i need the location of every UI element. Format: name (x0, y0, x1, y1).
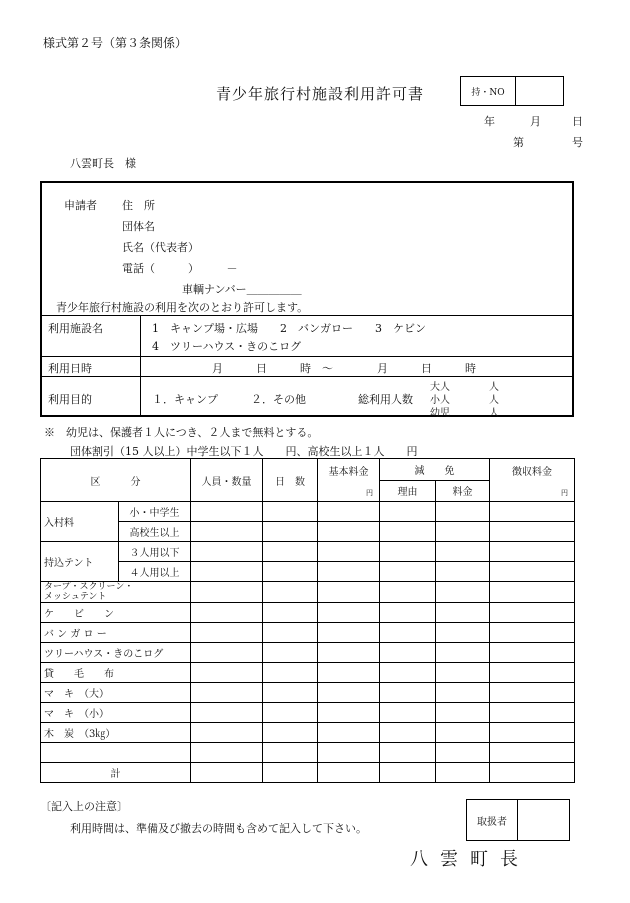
row-treehouse: ツリーハウス・きのこログ (41, 643, 191, 663)
cell[interactable] (436, 683, 490, 703)
header-base-fee (318, 459, 380, 502)
cell[interactable] (380, 763, 436, 783)
cell[interactable] (318, 502, 380, 522)
phone-field[interactable]: 電話（ ） － (122, 262, 238, 275)
cell[interactable] (490, 643, 575, 663)
cell[interactable] (490, 522, 575, 542)
table-row (41, 743, 575, 763)
header-reason: 理由 (380, 480, 436, 502)
row-bungalow: バ ン ガ ロ ー (41, 623, 191, 643)
cell[interactable] (380, 542, 436, 562)
tent-label: 持込テント (41, 542, 119, 582)
header-reduction: 減 免 (380, 459, 490, 481)
date-day: 日 (572, 115, 583, 128)
applicant-label: 申請者 (64, 199, 97, 212)
cell[interactable] (490, 542, 575, 562)
cell[interactable] (263, 502, 318, 522)
cell[interactable] (436, 723, 490, 743)
cell[interactable] (318, 763, 380, 783)
table-row (41, 582, 575, 603)
cell[interactable] (318, 723, 380, 743)
cell[interactable] (191, 683, 263, 703)
cell[interactable] (191, 723, 263, 743)
purpose-options[interactable]: １．キャンプ ２．その他 (152, 393, 306, 406)
cell[interactable] (490, 623, 575, 643)
cell[interactable] (490, 703, 575, 723)
table-row (41, 542, 575, 562)
cell[interactable] (436, 562, 490, 582)
issuer-signature: 八雲町長 (410, 849, 530, 870)
cell[interactable] (380, 743, 436, 763)
infant-note: ※ 幼児は、保護者１人につき、２人まで無料とする。 (44, 426, 319, 439)
cell[interactable] (490, 683, 575, 703)
facility-label: 利用施設名 (48, 322, 103, 335)
total-users-label: 総利用人数 (358, 393, 413, 406)
cell[interactable] (380, 603, 436, 623)
table-row (41, 703, 575, 723)
address-field[interactable]: 住 所 (122, 199, 155, 212)
cell[interactable] (191, 582, 263, 603)
cell[interactable] (263, 763, 318, 783)
fee-table (40, 458, 575, 783)
row-blank[interactable] (41, 743, 191, 763)
cell[interactable] (380, 723, 436, 743)
cell[interactable] (318, 643, 380, 663)
document-title: 青少年旅行村施設利用許可書 (216, 85, 425, 103)
base-fee-label: 基本料金 (328, 467, 369, 478)
table-row (41, 643, 575, 663)
table-row (41, 623, 575, 643)
cell[interactable] (380, 502, 436, 522)
cell[interactable] (436, 703, 490, 723)
table-row (41, 683, 575, 703)
cell[interactable] (263, 522, 318, 542)
cell[interactable] (318, 663, 380, 683)
number-go: 号 (572, 136, 583, 149)
entry-sub-senior: 高校生以上 (119, 522, 191, 542)
table-row (41, 522, 575, 542)
row-tarp: タープ・スクリーン・ メッシュテント (41, 582, 191, 603)
table-row (41, 603, 575, 623)
cell[interactable] (380, 643, 436, 663)
cell[interactable] (380, 683, 436, 703)
header-category: 区 分 (41, 459, 191, 502)
datetime-field[interactable]: 月 日 時 ～ 月 日 時 (212, 362, 476, 375)
notes-title: 〔記入上の注意〕 (40, 800, 128, 813)
cell[interactable] (380, 703, 436, 723)
permit-number-label: 持・NO (461, 77, 516, 105)
date-year: 年 (484, 115, 495, 128)
cell[interactable] (318, 743, 380, 763)
cell[interactable] (191, 623, 263, 643)
cell[interactable] (436, 763, 490, 783)
cell[interactable] (436, 663, 490, 683)
infant-unit: 人 (489, 408, 499, 419)
cell[interactable] (263, 683, 318, 703)
cell[interactable] (380, 623, 436, 643)
cell[interactable] (490, 562, 575, 582)
cell[interactable] (380, 582, 436, 603)
cell[interactable] (318, 522, 380, 542)
row-blanket: 貸 毛 布 (41, 663, 191, 683)
row-charcoal: 木 炭 （3㎏） (41, 723, 191, 743)
row-firewood-large: マ キ （大） (41, 683, 191, 703)
cell[interactable] (436, 743, 490, 763)
entry-fee-label: 入村料 (41, 502, 119, 542)
addressee: 八雲町長 様 (70, 157, 136, 170)
header-days: 日 数 (263, 459, 318, 502)
cell[interactable] (191, 562, 263, 582)
cell[interactable] (191, 663, 263, 683)
child-label: 小人 (430, 395, 450, 406)
cell[interactable] (490, 763, 575, 783)
cell[interactable] (191, 643, 263, 663)
cell[interactable] (380, 663, 436, 683)
cell[interactable] (380, 562, 436, 582)
cell[interactable] (318, 582, 380, 603)
table-row (41, 663, 575, 683)
cell[interactable] (263, 603, 318, 623)
notes-text: 利用時間は、準備及び撤去の時間も含めて記入して下さい。 (70, 822, 367, 835)
cell[interactable] (191, 603, 263, 623)
yen-unit: 円 (366, 489, 373, 497)
cell[interactable] (436, 542, 490, 562)
vehicle-number-field[interactable]: 車輌ナンバー＿＿＿＿＿ (182, 283, 302, 296)
row-total: 計 (41, 763, 191, 783)
cell[interactable] (263, 562, 318, 582)
cell[interactable] (490, 743, 575, 763)
date-month: 月 (530, 115, 541, 128)
header-fee: 料金 (436, 480, 490, 502)
cell[interactable] (490, 663, 575, 683)
divider (140, 315, 141, 417)
cell[interactable] (436, 643, 490, 663)
cell[interactable] (263, 723, 318, 743)
cell[interactable] (318, 542, 380, 562)
collected-fee-label: 徴収料金 (512, 467, 552, 478)
table-row (41, 562, 575, 582)
cell[interactable] (490, 723, 575, 743)
cell[interactable] (318, 623, 380, 643)
table-row (41, 763, 575, 783)
divider (42, 315, 572, 316)
cell[interactable] (318, 683, 380, 703)
applicant-box (40, 181, 574, 417)
infant-label: 幼児 (430, 408, 450, 419)
header-people-qty: 人員・数量 (191, 459, 263, 502)
cell[interactable] (263, 703, 318, 723)
row-cabin: ケ ビ ン (41, 603, 191, 623)
cell[interactable] (490, 582, 575, 603)
cell[interactable] (380, 522, 436, 542)
cell[interactable] (263, 743, 318, 763)
cell[interactable] (191, 763, 263, 783)
cell[interactable] (191, 542, 263, 562)
facility-options-1[interactable]: 1 キャンプ場・広場 2 バンガロー 3 ケビン (152, 322, 426, 335)
header-collected-fee (490, 459, 575, 502)
adult-unit: 人 (489, 382, 499, 393)
table-row (41, 502, 575, 522)
cell[interactable] (490, 603, 575, 623)
adult-label: 大人 (430, 382, 450, 393)
cell[interactable] (191, 743, 263, 763)
handler-label: 取扱者 (467, 800, 518, 840)
cell[interactable] (191, 502, 263, 522)
table-row (41, 723, 575, 743)
cell[interactable] (318, 603, 380, 623)
cell[interactable] (490, 502, 575, 522)
child-unit: 人 (489, 395, 499, 406)
cell[interactable] (191, 703, 263, 723)
yen-unit: 円 (561, 489, 568, 497)
tent-sub-small: ３人用以下 (119, 542, 191, 562)
number-dai: 第 (513, 136, 524, 149)
handler-box (466, 799, 570, 841)
divider (42, 376, 572, 377)
cell[interactable] (436, 502, 490, 522)
entry-sub-junior: 小・中学生 (119, 502, 191, 522)
cell[interactable] (263, 542, 318, 562)
cell[interactable] (263, 663, 318, 683)
cell[interactable] (436, 603, 490, 623)
cell[interactable] (191, 522, 263, 542)
cell[interactable] (263, 582, 318, 603)
cell[interactable] (263, 623, 318, 643)
permit-number-field[interactable] (516, 77, 563, 105)
handler-field[interactable] (518, 800, 569, 840)
organization-field[interactable]: 団体名 (122, 220, 155, 233)
cell[interactable] (436, 623, 490, 643)
tent-sub-large: ４人用以上 (119, 562, 191, 582)
group-discount-note: 団体割引（15 人以上）中学生以下１人 円、高校生以上１人 円 (70, 445, 418, 458)
cell[interactable] (263, 643, 318, 663)
cell[interactable] (318, 703, 380, 723)
facility-options-2[interactable]: 4 ツリーハウス・きのこログ (152, 340, 302, 353)
divider (42, 356, 572, 357)
datetime-label: 利用日時 (48, 362, 92, 375)
form-number: 様式第２号（第３条関係） (43, 36, 188, 50)
permit-statement: 青少年旅行村施設の利用を次のとおり許可します。 (56, 301, 309, 314)
permit-number-box (460, 76, 564, 106)
name-field[interactable]: 氏名（代表者） (122, 241, 199, 254)
purpose-label: 利用目的 (48, 393, 92, 406)
row-firewood-small: マ キ （小） (41, 703, 191, 723)
cell[interactable] (436, 522, 490, 542)
cell[interactable] (436, 582, 490, 603)
cell[interactable] (318, 562, 380, 582)
